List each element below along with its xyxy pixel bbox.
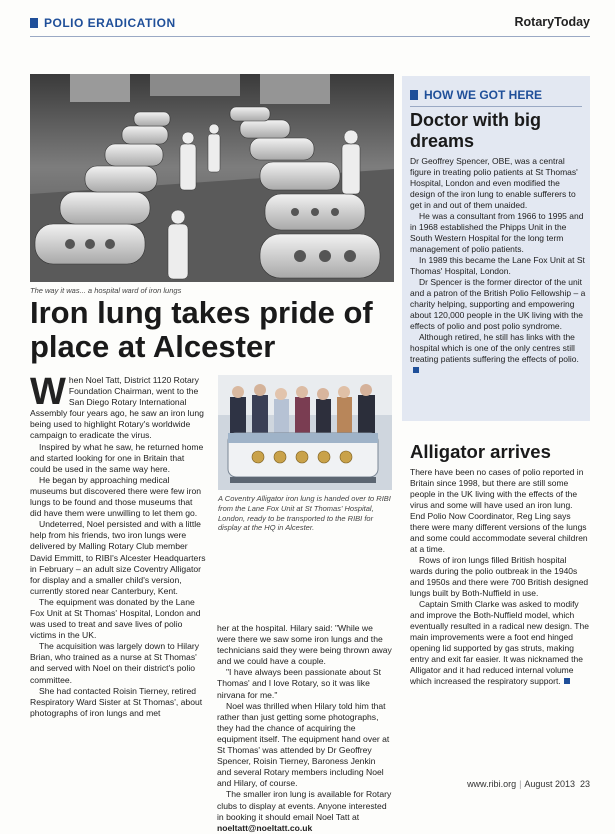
article-paragraph: her at the hospital. Hilary said: "While we were there we saw some iron lungs and the technicians said they were being thrown away and we could have a couple.: [217, 623, 392, 667]
sidebar-paragraph: In 1989 this became the Lane Fox Unit at St Thomas' Hospital, London.: [410, 255, 585, 276]
article-headline: Iron lung takes pride of place at Alcester: [30, 295, 373, 364]
handover-photo: [218, 375, 392, 490]
article2-paragraph: There have been no cases of polio reported in Britain since 1998, but there are still some people in the UK living with the effects of the virus and some will have used an iron lung. End Polio Now Coordinator, Reg Ling says there were many different versions of the lungs and some could accommodate several children at a time.: [410, 467, 588, 554]
article-column-2: [217, 623, 392, 834]
page-number: 23: [579, 779, 590, 789]
photo-caption: The way it was... a hospital ward of iron lungs: [30, 286, 182, 295]
sidebar-divider: [410, 106, 582, 107]
sidebar-tag-label: HOW WE GOT HERE: [424, 88, 542, 102]
drop-cap: W: [30, 371, 66, 413]
sidebar-paragraph: [410, 332, 586, 376]
sidebar-title: Doctor with big dreams: [410, 110, 541, 151]
iron-lung-ward-photo: [30, 74, 394, 282]
article2-column: [410, 467, 590, 687]
handover-photo-illustration: [218, 375, 392, 490]
article-paragraph: Inspired by what he saw, he returned home and started looking for one in Britain that could be used in the same way here.: [30, 441, 204, 474]
section-tag: [30, 16, 176, 30]
article-paragraph: The equipment was donated by the Lane Fox Unit at St Thomas' Hospital, London and was used to treat and save lives of polio victims in the UK.: [30, 596, 201, 641]
sidebar-body: [410, 156, 586, 376]
sidebar-paragraph: He was a consultant from 1966 to 1995 and in 1968 established the Phipps Unit in the South Western Hospital for the long term management of polio patients.: [410, 211, 584, 254]
footer-url[interactable]: www.ribi.org: [467, 779, 517, 789]
article-paragraph: "I have always been passionate about St Thomas' and I love Rotary, so it was like nirvana for me.": [217, 667, 381, 700]
article-closing: [217, 789, 392, 833]
article2-paragraph: [410, 599, 590, 687]
sidebar-paragraph: Dr Spencer is the former director of the unit and a patron of the British Polio Fellowship – a charity helping, supporting and empowering about 120,000 people in the UK living with the effects of polio and post polio syndrome.: [410, 277, 586, 331]
article-lead: hen Noel Tatt, District 1120 Rotary Foundation Chairman, went to the San Diego Rotary International Assembly four years ago, he saw an iron lung being used to highlight Rotary's worldwide campaign to eradicate the virus.: [30, 375, 204, 441]
page-footer: www.ribi.org | August 2013 23: [467, 779, 590, 789]
article-paragraph: Noel was thrilled when Hilary told him that rather than just getting some photographs, they had the chance of acquiring the equipment itself. The equipment hand over at St Thomas' was attended by Dr Geoffrey Spencer, Roisin Tierney, Baroness Jenkin and several Rotary members including Noel and Hilary, of course.: [217, 700, 390, 789]
sidebar-last-text: Although retired, he still has links with the hospital which is one of the only centres still treating patients suffering the effects of polio.: [410, 332, 579, 364]
end-mark-icon: [413, 367, 419, 373]
publication-brand: RotaryToday: [514, 15, 590, 29]
article2-title: Alligator arrives: [410, 441, 551, 462]
section-label: POLIO ERADICATION: [44, 16, 176, 30]
sidebar-tag: [410, 88, 542, 102]
sidebar-box: [402, 76, 590, 421]
article-column-1: [30, 371, 206, 719]
end-mark-icon: [564, 678, 570, 684]
contact-email-link[interactable]: noeltatt@noeltatt.co.uk: [217, 822, 313, 833]
page-header: [30, 14, 590, 37]
article-paragraph: He began by approaching medical museums but discovered there were few iron lungs to be found and those museums that did have them were unwilling to let them go.: [30, 474, 201, 519]
article-paragraph: She had contacted Roisin Tierney, retired Respiratory Ward Sister at St Thomas', about photographs of iron lungs and met: [30, 685, 203, 718]
footer-date: August 2013: [524, 779, 575, 789]
article2-paragraph: Rows of iron lungs filled British hospital wards during the polio outbreak in the 1940s and 1950s and there were 700 British designed lungs built by Both-Nuffield in use.: [410, 555, 589, 598]
ward-photo-illustration: [30, 74, 394, 282]
square-bullet-icon: [410, 90, 418, 100]
sidebar-paragraph: Dr Geoffrey Spencer, OBE, was a central figure in treating polio patients at St Thomas' Hospital, London and even modified the design of the iron lung to enable sufferers to get in and out of them unaided.: [410, 156, 578, 210]
article-paragraph: The acquisition was largely down to Hilary Brian, who trained as a nurse at St Thomas' and served with Noel on their district's polio committee.: [30, 641, 200, 685]
article2-last-text: Captain Smith Clarke was asked to modify and improve the Both-Nuffield model, which eventually resulted in a radical new design. The main improvements were a foot end hinged opening lid supported by gas struts, making entry and exit far easier. It was nicknamed the Alligator and it had reduced internal volume which increased the respiratory support.: [410, 599, 589, 686]
handover-photo-caption: A Coventry Alligator iron lung is handed over to RIBI from the Lane Fox Unit at St Thomas' Hospital, London, ready to be transported to the RIBI for display at the HQ in Alcester.: [218, 494, 391, 533]
article-paragraph: Undeterred, Noel persisted and with a little help from his friends, two iron lungs were delivered by Malling Rotary Club member David Emmitt, to RIBI's Alcester Headquarters in February – an adult size Coventry Alligator for display and a smaller child's version, currently stored near Canterbury, Kent.: [30, 519, 206, 596]
square-bullet-icon: [30, 18, 38, 28]
closing-text: The smaller iron lung is available for Rotary clubs to display at events. Anyone interested in booking it should email Noel Tatt at: [217, 789, 392, 822]
